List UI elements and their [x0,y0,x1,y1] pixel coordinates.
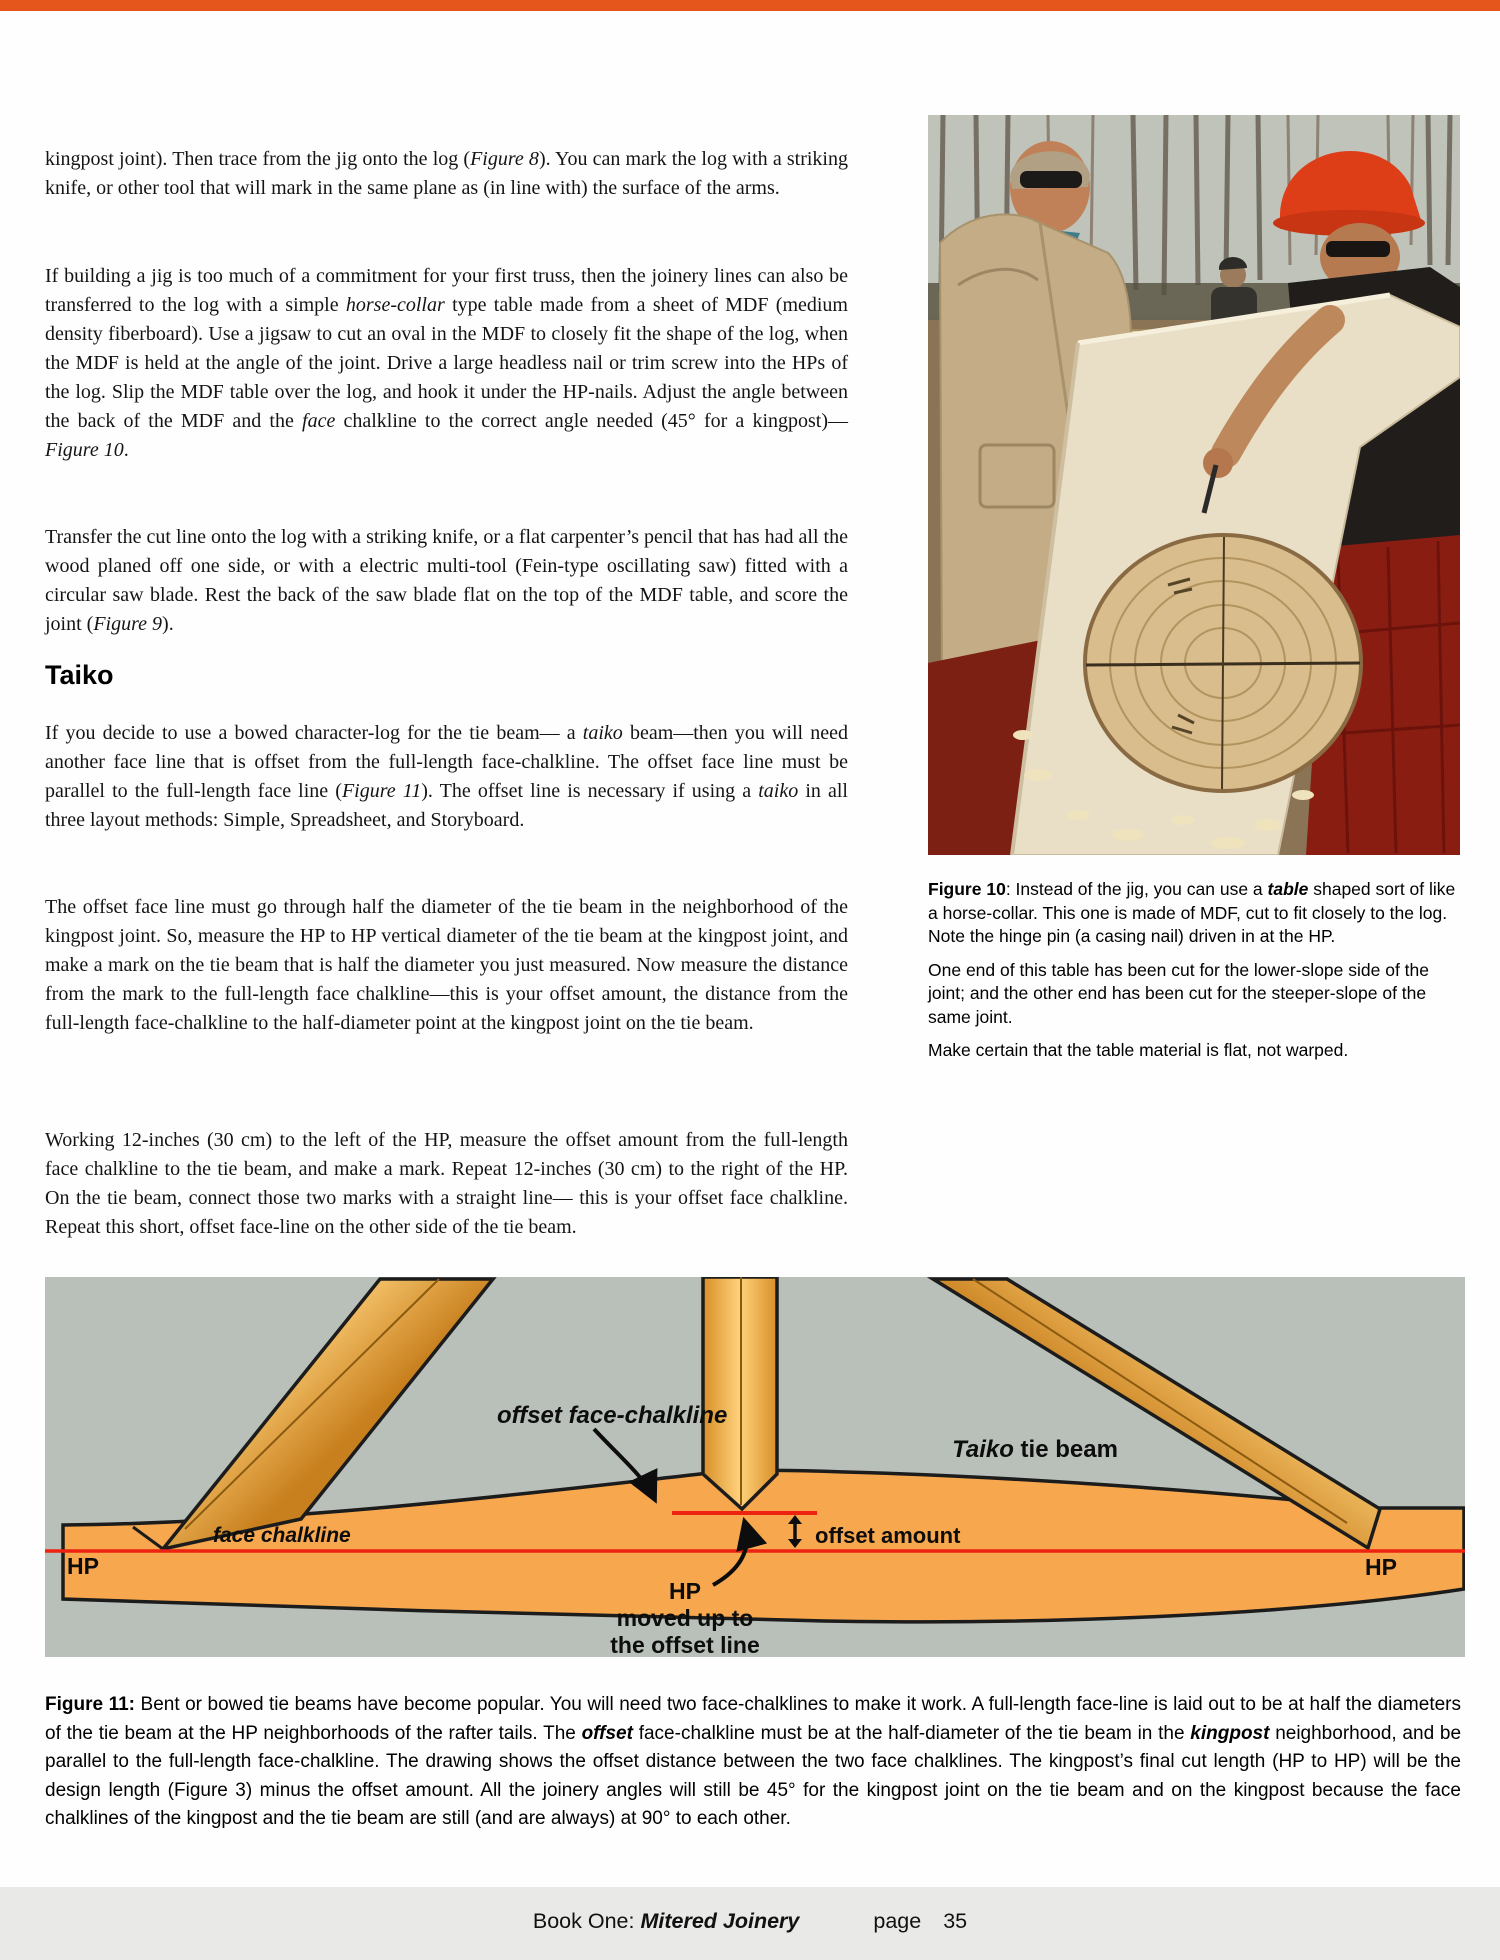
section-heading-taiko: Taiko [45,660,114,690]
page-top-accent-bar [0,0,1500,11]
diagram-label-face-chalkline: face chalkline [213,1524,351,1547]
footer-text [0,1909,1500,1934]
diagram-label-offset-face-chalkline: offset face-chalkline [497,1402,728,1429]
diagram-label-hp-left: HP [67,1553,99,1579]
body-paragraph-5: The offset face line must go through half the diameter of the tie beam in the neighborhood of the kingpost joint. So, measure the HP to HP vertical diameter of the tie beam at the kingpost joint, and make a mark on the tie beam that is half the diameter you just measured. Now measure the distance from the mark to the full-length face chalkline—this is your offset amount, the distance from the full-length face-chalkline to the half-diameter point at the kingpost joint on the tie beam. [45,896,848,1034]
photo-log-cross-section [1085,535,1361,791]
figure11-diagram [45,1277,1465,1657]
footer-book-label: Book One: [532,1909,635,1933]
body-paragraph-2: If building a jig is too much of a commitment for your first truss, then the joinery lines can also be transferred to the log with a simple horse-collar type table made from a sheet of MDF (medium density fiberboard). Use a jigsaw to cut an oval in the MDF to closely fit the shape of the log, when the MDF is held at the angle of the joint. Drive a large headless nail or trim screw into the HPs of the log. Slip the MDF table over the log, and hook it under the HP-nails. Adjust the angle between the back of the MDF and the face chalkline to the correct angle needed (45° for a kingpost)—Figure 10. [45,265,848,461]
body-paragraph-6: Working 12-inches (30 cm) to the left of the HP, measure the offset amount from the full-length face chalkline to the tie beam, and make a mark. Repeat 12-inches (30 cm) to the right of the HP. On the tie beam, connect those two marks with a straight line— this is your offset face chalkline. Repeat this short, offset face-line on the other side of the tie beam. [45,1129,848,1238]
diagram-label-taiko-tie-beam: Taiko tie beam [952,1436,1118,1463]
figure10-caption-p3: Make certain that the table material is flat, not warped. [928,1040,1349,1060]
figure11-caption: Figure 11: Bent or bowed tie beams have become popular. You will need two face-chalklines to make it work. A full-length face-line is laid out to be at half the diameters of the tie beam at the HP neighborhoods of the rafter tails. The offset face-chalkline must be at the half-diameter of the tie beam in the kingpost neighborhood, and be parallel to the full-length face-chalkline. The drawing shows the offset distance between the two face chalklines. The kingpost’s final cut length (HP to HP) will be the design length (Figure 3) minus the offset amount. All the joinery angles will still be 45° for the kingpost joint on the tie beam and on the kingpost because the face chalklines of the kingpost and the tie beam are still (and are always) at 90° to each other. [45,1694,1462,1830]
figure11-diagram-svg [45,1277,1465,1657]
body-paragraph-3: Transfer the cut line onto the log with a striking knife, or a flat carpenter’s pencil that has had all the wood planed off one side, or with a electric multi-tool (Fein-type oscillating saw) fitted with a circular saw blade. Rest the back of the saw blade flat on the top of the MDF table, and score the joint (Figure 9). [45,526,848,635]
diagram-label-offset-amount: offset amount [815,1523,961,1548]
page-footer [0,1887,1500,1960]
body-paragraph-1: kingpost joint). Then trace from the jig onto the log (Figure 8). You can mark the log with a striking knife, or other tool that will mark in the same plane as (in line with) the surface of the arms. [45,148,848,199]
figure10-photo [928,115,1460,855]
figure10-caption-p1: Figure 10: Instead of the jig, you can use a table shaped sort of like a horse-collar. This one is made of MDF, cut to fit closely to the log. Note the hinge pin (a casing nail) driven in at the HP. [928,879,1456,946]
diagram-label-hp-right: HP [1365,1554,1397,1580]
footer-page-number: 35 [943,1909,968,1933]
diagram-label-hp-moved-line3: the offset line [610,1632,760,1657]
footer-page-word: page [873,1909,922,1933]
figure10-caption-p2: One end of this table has been cut for the lower-slope side of the joint; and the other end has been cut for the steeper-slope of the same joint. [928,959,1430,1027]
diagram-label-hp-moved-line1: HP [669,1578,701,1604]
footer-book-title: Mitered Joinery [640,1909,800,1933]
figure10-caption [928,878,1461,1073]
diagram-label-hp-moved-line2: moved up to [616,1605,754,1631]
figure10-photo-scene [928,115,1460,855]
body-paragraph-4: If you decide to use a bowed character-log for the tie beam— a taiko beam—then you will need another face line that is offset from the full-length face-chalkline. The offset face line must be parallel to the full-length face line (Figure 11). The offset line is necessary if using a taiko in all three layout methods: Simple, Spreadsheet, and Storyboard. [45,722,848,831]
